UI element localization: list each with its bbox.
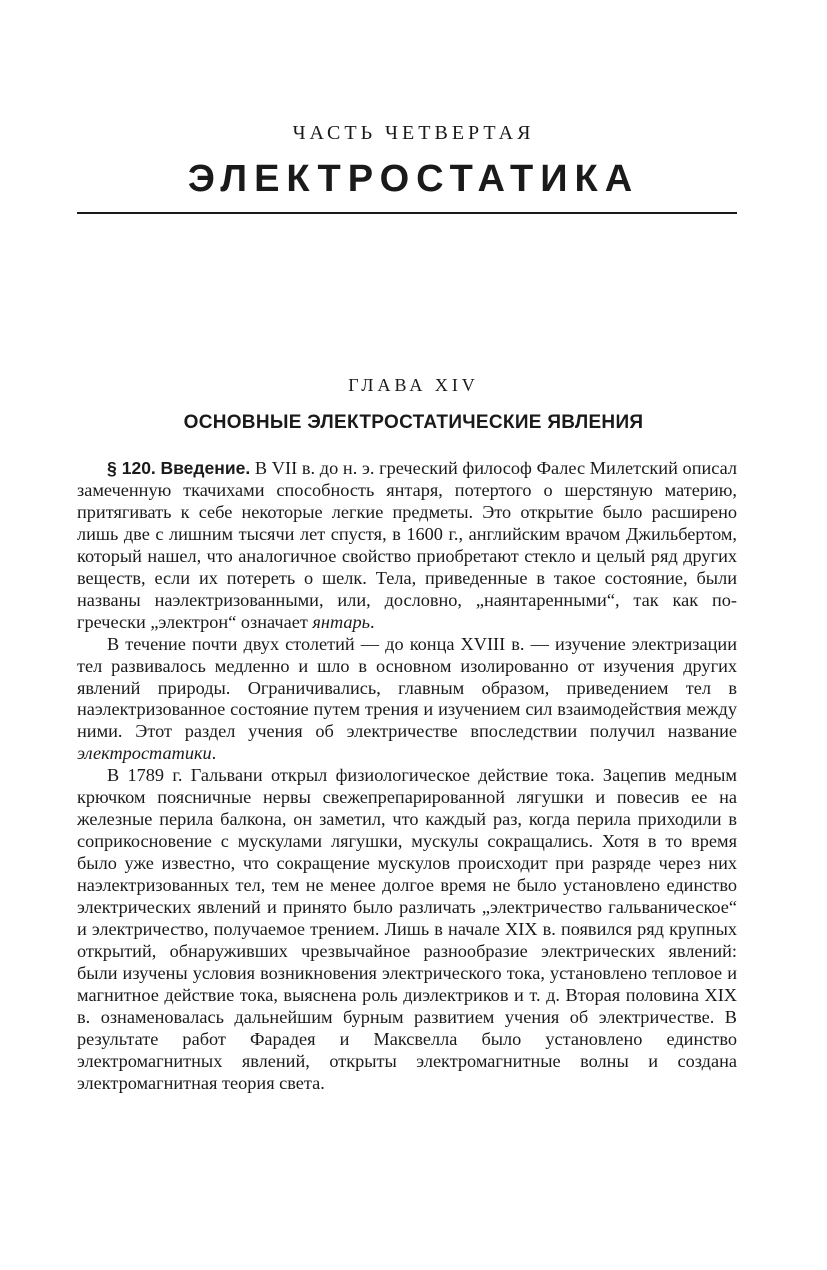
section-title: Введение. (160, 458, 251, 478)
section-number: § 120. (107, 458, 156, 478)
chapter-body (77, 458, 737, 1095)
chapter-title: ОСНОВНЫЕ ЭЛЕКТРОСТАТИЧЕСКИЕ ЯВЛЕНИЯ (183, 412, 644, 433)
paragraph-1-end: . (369, 611, 375, 632)
part-title: ЭЛЕКТРОСТАТИКА (187, 158, 640, 200)
paragraph-3 (77, 765, 737, 1094)
paragraph-3-text: В 1789 г. Гальвани открыл физиологическое действие тока. Зацепив медным крючком поясничные нервы свежепрепарированной лягушки и повесив ее на железные перила балкона, он заметил, что каждый раз, когда перила приходили в соприкосновение с мускулами лягушки, мускулы сокращались. Хотя в то время было уже известно, что сокращение мускулов происходит при разряде через них наэлектризованных тел, тем не менее долгое время не было установлено единство электрических явлений и принято было различать „электричество гальваническое“ и электричество, получаемое трением. Лишь в начале XIX в. появился ряд крупных открытий, обнаруживших чрезвычайное разнообразие электрических явлений: были изучены условия возникновения электрического тока, установлено тепловое и магнитное действие тока, выяснена роль диэлектриков и т. д. Вторая половина XIX в. ознаменовалась дальнейшим бурным развитием учения об электричестве. В результате работ Фарадея и Максвелла было установлено единство электромагнитных явлений, открыты электромагнитные волны и создана электромагнитная теория света. (77, 765, 737, 1093)
part-label: ЧАСТЬ ЧЕТВЕРТАЯ (292, 122, 535, 144)
paragraph-1-emphasis: янтарь (312, 611, 370, 632)
paragraph-1-text: В VII в. до н. э. греческий философ Фалес Милетский описал замеченную ткачихами способность янтаря, потертого о шерстяную материю, притягивать к себе некоторые легкие предметы. Это открытие было расширено лишь две с лишним тысячи лет спустя, в 1600 г., английским врачом Джильбертом, который нашел, что аналогичное свойство приобретают стекло и целый ряд других веществ, если их потереть о шелк. Тела, приведенные в такое состояние, были названы наэлектризованными, или, дословно, „наянтаренными“, так как по-гречески „электрон“ означает (77, 458, 738, 632)
part-divider (77, 212, 737, 214)
chapter-label: ГЛАВА XIV (348, 375, 479, 395)
paragraph-2-text: В течение почти двух столетий — до конца XVIII в. — изучение электризации тел развивалось медленно и шло в основном изолированно от изучения других явлений природы. Ограничивались, главным образом, приведением тел в наэлектризованное состояние путем трения и изучением сил взаимодействия между ними. Этот раздел учения об электричестве впоследствии получил название (77, 633, 737, 742)
paragraph-2-emphasis: электростатики (77, 743, 212, 764)
paragraph-2 (77, 634, 737, 766)
paragraph-1 (77, 458, 737, 634)
paragraph-2-end: . (211, 743, 217, 764)
